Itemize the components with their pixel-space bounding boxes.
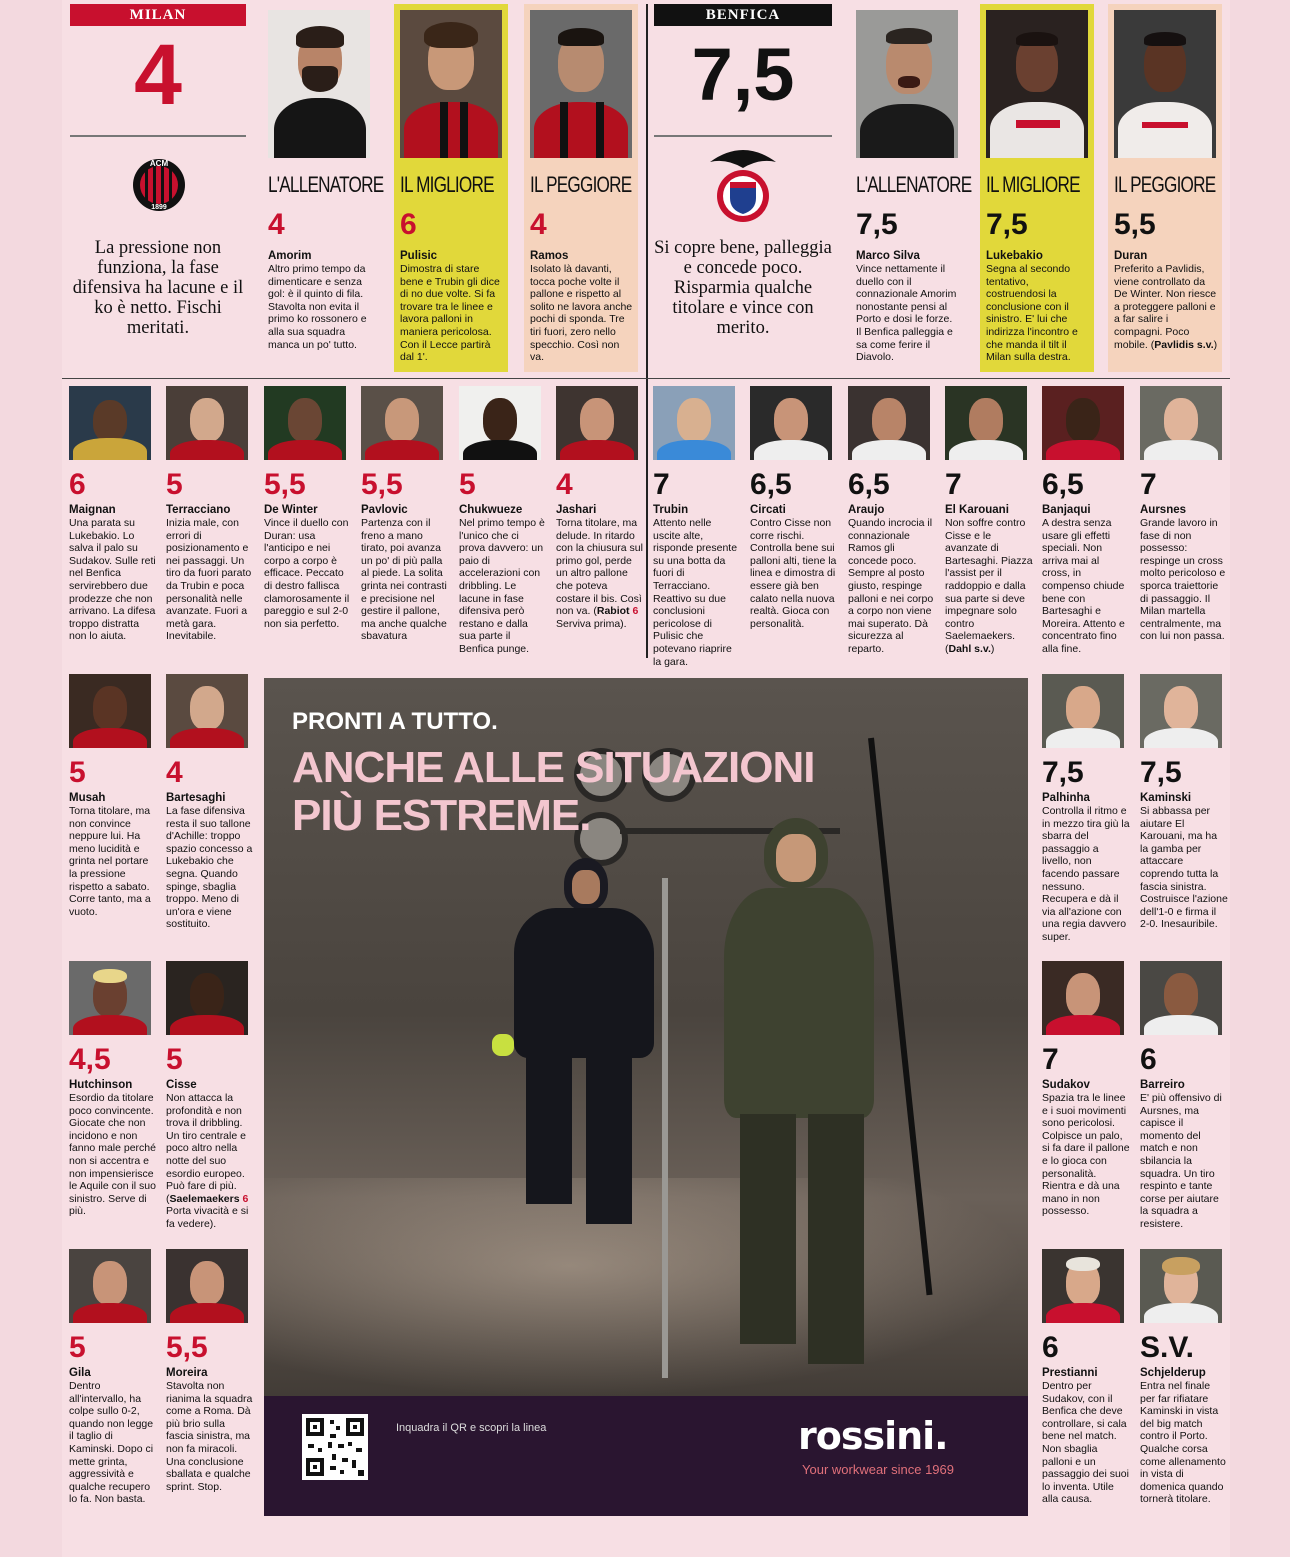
benfica-worst-card xyxy=(1108,4,1222,372)
divider xyxy=(62,378,1230,379)
player-text: E' più offensivo di Aursnes, ma capisce il momento del match e non sbilancia la squadra. Un tiro respinto e tante corse per aiutare la squadra a resistere. xyxy=(1140,1092,1222,1230)
player-card xyxy=(69,961,161,1218)
milan-header: MILAN xyxy=(70,4,246,26)
player-card xyxy=(848,386,940,656)
worst-vote: 5,5 xyxy=(1114,208,1156,241)
player-text: Attento nelle uscite alte, risponde presente su una botta da fuori di Terracciano. Reattivo su due conclusioni pericolose di Pulisic che potevano riaprire la gara. xyxy=(653,517,738,668)
worst-role: IL PEGGIORE xyxy=(530,172,632,197)
player-text: A destra senza usare gli effetti speciali. Non arriva mai al cross, in compenso chiude bene con Bartesaghi e Moreira. Attento e concentrato fino alla fine. xyxy=(1042,517,1125,655)
player-name: Pavlovic xyxy=(361,504,408,516)
player-card xyxy=(1140,1249,1232,1506)
player-vote: 5,5 xyxy=(166,1331,208,1364)
player-card xyxy=(166,961,258,1231)
best-text: Dimostra di stare bene e Trubin gli dice di no due volte. Si fa trovare tra le linee e lavora palloni in maniera pericolosa. Con il Lecce partirà dal 1'. xyxy=(400,263,500,364)
player-text: Quando incrocia il connazionale Ramos gli concede poco. Sempre al posto giusto, respinge palloni e nei corpo a corpo non viene mai superato. Dà sicurezza al reparto. xyxy=(848,517,934,655)
player-name: Prestianni xyxy=(1042,1367,1098,1379)
player-card xyxy=(361,386,453,643)
best-text: Segna al secondo tentativo, costruendosi la conclusione con il sinistro. E' lui che indirizza l'incontro e che manda il tilt il Milan sulla destra. xyxy=(986,263,1078,364)
player-card xyxy=(166,386,258,643)
best-vote: 7,5 xyxy=(986,208,1028,241)
player-name: Trubin xyxy=(653,504,689,516)
player-vote: 7 xyxy=(945,468,962,501)
player-vote: 7,5 xyxy=(1140,756,1182,789)
player-name: De Winter xyxy=(264,504,318,516)
coach-photo xyxy=(856,10,958,158)
milan-coach-card xyxy=(262,4,384,372)
player-card xyxy=(1042,1249,1134,1506)
player-vote: 6,5 xyxy=(1042,468,1084,501)
player-vote: 5 xyxy=(166,468,183,501)
player-vote: S.V. xyxy=(1140,1331,1194,1364)
milan-logo-year: 1899 xyxy=(151,204,167,211)
coach-text: Vince nettamente il duello con il connazionale Amorim nonostante pensi al Porto e dosi le forze. Il Benfica palleggia e sa come ferire il Diavolo. xyxy=(856,263,957,364)
player-name: Terracciano xyxy=(166,504,231,516)
coach-vote: 4 xyxy=(268,208,285,241)
player-name: Aursnes xyxy=(1140,504,1187,516)
player-text: Controlla il ritmo e in mezzo tira giù la sbarra del passaggio a livello, non facendo passare nessuno. Recupera e dà il via all'azione con una regia davvero super. xyxy=(1042,805,1130,943)
player-vote: 6,5 xyxy=(848,468,890,501)
player-card xyxy=(1042,386,1134,656)
player-text: Dentro per Sudakov, con il Benfica che deve controllare, si cala bene nel match. Non sbaglia palloni e un passaggio dei suoi lo inventa. Utile alla causa. xyxy=(1042,1380,1129,1506)
worst-name: Ramos xyxy=(530,250,569,262)
benfica-coach-card xyxy=(850,4,972,372)
worst-photo xyxy=(530,10,632,158)
player-card xyxy=(69,674,161,918)
benfica-header: BENFICA xyxy=(654,4,832,26)
player-name: El Karouani xyxy=(945,504,1009,516)
benfica-best-card xyxy=(980,4,1094,372)
player-vote: 7 xyxy=(653,468,670,501)
player-vote: 5 xyxy=(69,1331,86,1364)
coach-name: Amorim xyxy=(268,250,312,262)
coach-vote: 7,5 xyxy=(856,208,898,241)
coach-name: Marco Silva xyxy=(856,250,920,262)
worst-photo xyxy=(1114,10,1216,158)
player-name: Kaminski xyxy=(1140,792,1192,804)
player-name: Moreira xyxy=(166,1367,208,1379)
player-card xyxy=(556,386,648,630)
advertisement[interactable] xyxy=(264,678,1028,1516)
player-text: Si abbassa per aiutare El Karouani, ma ha la gamba per attaccare coprendo tutta la fascia sinistra. Costruisce l'azione dell'1-0 e firma il 2-0. Inesauribile. xyxy=(1140,805,1228,931)
player-card xyxy=(945,386,1037,656)
coach-role: L'ALLENATORE xyxy=(856,172,972,197)
benfica-logo-icon xyxy=(700,142,786,226)
player-text: Partenza con il freno a mano tirato, poi avanza un po' di più palla al piede. La solita grinta nei contrasti e precisione nel gestire il pallone, ma anche qualche sbavatura xyxy=(361,517,447,643)
milan-best-card xyxy=(394,4,508,372)
player-text: La fase difensiva resta il suo tallone d'Achille: troppo spazio concesso a Lukebakio che segna. Quando spinge, sbaglia troppo. Meno di un'ora e viene sostituito. xyxy=(166,805,253,931)
player-vote: 6 xyxy=(1140,1043,1157,1076)
worst-name: Duran xyxy=(1114,250,1148,262)
divider xyxy=(654,135,832,137)
ad-tagline: Your workwear since 1969 xyxy=(802,1462,954,1477)
player-vote: 4 xyxy=(556,468,573,501)
player-text: Dentro all'intervallo, ha colpe sullo 0-2, quando non legge il taglio di Kaminski. Dopo ci mette grinta, aggressività e qualche recupero lo fa. Non basta. xyxy=(69,1380,154,1506)
player-vote: 6 xyxy=(1042,1331,1059,1364)
worst-role: IL PEGGIORE xyxy=(1114,172,1216,197)
benfica-team-vote: 7,5 xyxy=(691,33,795,116)
sub-note: Pavlidis s.v. xyxy=(1154,338,1214,351)
player-card xyxy=(750,386,842,630)
best-vote: 6 xyxy=(400,208,417,241)
player-vote: 5 xyxy=(459,468,476,501)
player-name: Araujo xyxy=(848,504,885,516)
milan-team-vote: 4 xyxy=(134,27,182,123)
player-name: Cisse xyxy=(166,1079,197,1091)
player-vote: 5,5 xyxy=(361,468,403,501)
player-name: Banjaqui xyxy=(1042,504,1091,516)
player-card xyxy=(459,386,551,656)
player-card xyxy=(166,1249,258,1493)
ad-brand-logo[interactable]: rossini. xyxy=(798,1414,948,1458)
player-name: Chukwueze xyxy=(459,504,523,516)
ad-qr-text: Inquadra il QR e scopri la linea xyxy=(396,1422,547,1434)
player-name: Bartesaghi xyxy=(166,792,226,804)
player-card xyxy=(1140,961,1232,1231)
player-text: Spazia tra le linee e i suoi movimenti sono pericolosi. Colpisce un palo, si fa dare il pallone e lo gioca con personalità. Rientra e dà una mano in non possesso. xyxy=(1042,1092,1130,1218)
player-text: Non attacca la profondità e non trova il dribbling. Un tiro centrale e poco altro nella notte del suo esordio europeo. Può fare di più. (Saelemaekers 6 Porta vivacità e si fa vedere). xyxy=(166,1092,249,1230)
best-photo xyxy=(400,10,502,158)
player-card xyxy=(1140,674,1232,931)
worst-vote: 4 xyxy=(530,208,547,241)
player-vote: 5 xyxy=(69,756,86,789)
player-name: Schjelderup xyxy=(1140,1367,1206,1379)
player-text: Entra nel finale per far rifiatare Kaminski in vista del big match contro il Porto. Qualche corsa come allenamento in vista di domenica quando tornerà titolare. xyxy=(1140,1380,1226,1506)
coach-role: L'ALLENATORE xyxy=(268,172,384,197)
milan-logo-text: ACM xyxy=(149,159,169,168)
player-vote: 7,5 xyxy=(1042,756,1084,789)
player-name: Maignan xyxy=(69,504,116,516)
coach-text: Altro primo tempo da dimenticare e senza gol: è il quinto di fila. Stavolta non evita il primo ko rossonero e alla sua squadra manca un po' tutto. xyxy=(268,263,367,351)
best-name: Lukebakio xyxy=(986,250,1043,262)
player-text: Torna titolare, ma non convince neppure lui. Ha meno lucidità e grinta nel portare la pressione rispetto a sabato. Corre tanto, ma a vuoto. xyxy=(69,805,151,918)
player-name: Hutchinson xyxy=(69,1079,133,1091)
player-text: Inizia male, con errori di posizionamento e nei passaggi. Un tiro da fuori parato da Trubin e poca personalità nelle avanzate. Fuori a metà gara. Inevitabile. xyxy=(166,517,252,643)
player-name: Palhinha xyxy=(1042,792,1090,804)
player-text: Esordio da titolare poco convincente. Giocate che non incidono e non fanno male perché non si accentra e non impensierisce le Aquile con il suo sinistro. Serve di più. xyxy=(69,1092,156,1218)
player-vote: 5,5 xyxy=(264,468,306,501)
best-photo xyxy=(986,10,1088,158)
player-card xyxy=(1140,386,1232,643)
player-name: Gila xyxy=(69,1367,91,1379)
best-name: Pulisic xyxy=(400,250,438,262)
player-text: Torna titolare, ma delude. In ritardo con la chiusura sul primo gol, perde un altro pallone che poteva costare il bis. Così non va. (Rabiot 6 Serviva prima). xyxy=(556,517,643,630)
player-name: Jashari xyxy=(556,504,597,516)
player-vote: 6,5 xyxy=(750,468,792,501)
player-name: Musah xyxy=(69,792,106,804)
milan-worst-card xyxy=(524,4,638,372)
player-card xyxy=(69,1249,161,1506)
ad-headline-3: PIÙ ESTREME. xyxy=(292,791,591,840)
coach-photo xyxy=(268,10,370,158)
player-name: Circati xyxy=(750,504,786,516)
player-card xyxy=(69,386,161,643)
divider xyxy=(70,135,246,137)
worst-text: Isolato là davanti, tocca poche volte il pallone e rispetto al solito ne lavora anche pochi di sponda. Tre tiri fuori, zero nello specchio. Così non va. xyxy=(530,263,633,364)
player-vote: 4,5 xyxy=(69,1043,111,1076)
player-card xyxy=(653,386,745,668)
best-role: IL MIGLIORE xyxy=(400,172,494,197)
player-vote: 4 xyxy=(166,756,183,789)
player-vote: 7 xyxy=(1042,1043,1059,1076)
milan-logo-icon xyxy=(132,146,186,224)
player-text: Grande lavoro in fase di non possesso: respinge un cross molto pericoloso e sporca traiettorie di passaggio. Il Milan martella centralmente, ma con lui non passa. xyxy=(1140,517,1226,643)
player-name: Sudakov xyxy=(1042,1079,1090,1091)
milan-summary: La pressione non funziona, la fase difensiva ha lacune e il ko è netto. Fischi meritati. xyxy=(72,238,244,338)
benfica-summary: Si copre bene, palleggia e concede poco. Risparmia qualche titolare e vince con merito. xyxy=(654,238,832,338)
player-text: Stavolta non rianima la squadra come a Roma. Dà più brio sulla fascia sinistra, ma non fa miracoli. Una conclusione sballata e qualche sprint. Stop. xyxy=(166,1380,253,1493)
player-text: Contro Cisse non corre rischi. Controlla bene sui palloni alti, tiene la linea e dimostra di essere già ben calato nella nuova realtà. Gioca con personalità. xyxy=(750,517,837,630)
player-vote: 7 xyxy=(1140,468,1157,501)
player-card xyxy=(1042,961,1134,1218)
player-card xyxy=(264,386,356,630)
ad-headline-2: ANCHE ALLE SITUAZIONI xyxy=(292,743,815,792)
qr-code-icon[interactable] xyxy=(302,1414,368,1480)
player-text: Non soffre contro Cisse e le avanzate di Bartesaghi. Piazza l'assist per il raddoppio e dalla sua parte si deve impegnare solo contro Saelemaekers. (Dahl s.v.) xyxy=(945,517,1033,655)
player-text: Una parata su Lukebakio. Lo salva il palo su Sudakov. Sulle reti nel Benfica servirebbero due prodezze che non arrivano. La difesa troppo distratta non lo aiuta. xyxy=(69,517,156,643)
best-role: IL MIGLIORE xyxy=(986,172,1080,197)
player-vote: 5 xyxy=(166,1043,183,1076)
worst-text: Preferito a Pavlidis, viene controllato da De Winter. Non riesce a proteggere palloni e a far salire i compagni. Poco mobile. (Pavlidis s.v.) xyxy=(1114,263,1218,351)
player-card xyxy=(166,674,258,931)
player-vote: 6 xyxy=(69,468,86,501)
player-name: Barreiro xyxy=(1140,1079,1185,1091)
ad-headline-1: PRONTI A TUTTO. xyxy=(292,708,498,735)
player-card xyxy=(1042,674,1134,944)
player-text: Vince il duello con Duran: usa l'anticipo e nei corpo a corpo è efficace. Peccato di destro fallisca clamorosamente il pareggio e sul 2-0 non sia perfetto. xyxy=(264,517,350,630)
player-text: Nel primo tempo è l'unico che ci prova davvero: un paio di accelerazioni con dribbling. Le lacune in fase difensiva però restano e dalla sua parte il Benfica punge. xyxy=(459,517,545,655)
